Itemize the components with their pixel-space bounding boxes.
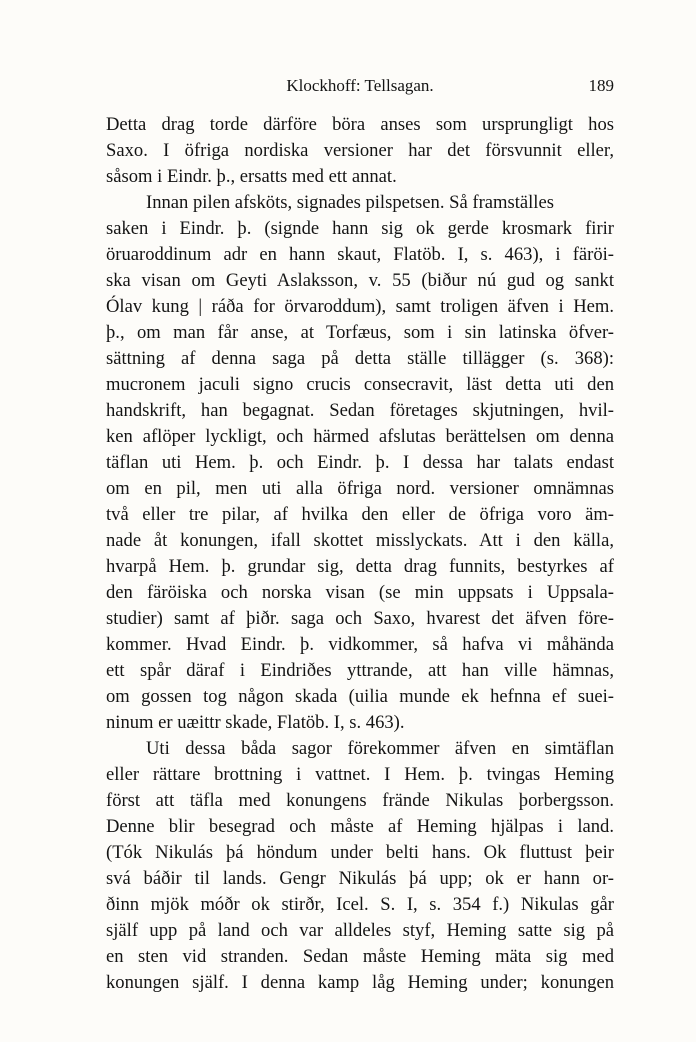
text-line: öruaroddinum adr en hann skaut, Flatöb. I, s. 463), i färöi-	[106, 244, 614, 265]
text-line: saken i Eindr. þ. (signde hann sig ok gerde krosmark firir	[106, 218, 614, 239]
text-line: Ólav kung | ráða for örvaroddum), samt troligen äfven i Hem.	[106, 296, 614, 317]
text-line: ska visan om Geyti Aslaksson, v. 55 (biður nú gud og sankt	[106, 270, 614, 291]
text-line: själf upp på land och var alldeles styf, Heming satte sig på	[106, 920, 614, 941]
text-line: eller rättare brottning i vattnet. I Hem. þ. tvingas Heming	[106, 764, 614, 785]
page-number: 189	[588, 76, 614, 95]
text-line: þ., om man får anse, at Torfæus, som i sin latinska öfver-	[106, 322, 614, 343]
text-line: om en pil, men uti alla öfriga nord. versioner omnämnas	[106, 478, 614, 499]
text-line: Denne blir besegrad och måste af Heming hjälpas i land.	[106, 816, 614, 837]
text-line: konungen själf. I denna kamp låg Heming under; konungen	[106, 972, 614, 993]
running-title: Klockhoff: Tellsagan.	[286, 76, 434, 95]
text-line: en sten vid stranden. Sedan måste Heming mäta sig med	[106, 946, 614, 967]
text-line: svá báðir til lands. Gengr Nikulás þá upp; ok er hann or-	[106, 868, 614, 889]
page-header	[106, 76, 614, 102]
text-line: ken aflöper lyckligt, och härmed afslutas berättelsen om denna	[106, 426, 614, 447]
text-line: (Tók Nikulás þá höndum under belti hans. Ok fluttust þeir	[106, 842, 614, 863]
text-line: ðinn mjök móðr ok stirðr, Icel. S. I, s. 354 f.) Nikulas går	[106, 894, 614, 915]
text-line: två eller tre pilar, af hvilka den eller de öfriga voro äm-	[106, 504, 614, 525]
text-line: sättning af denna saga på detta ställe tillägger (s. 368):	[106, 348, 614, 369]
text-line: först att täfla med konungens frände Nikulas þorbergsson.	[106, 790, 614, 811]
text-line: studier) samt af þiðr. saga och Saxo, hvarest det äfven före-	[106, 608, 614, 629]
text-line: ett spår däraf i Eindriðes yttrande, att han ville hämnas,	[106, 660, 614, 681]
text-line: såsom i Eindr. þ., ersatts med ett annat.	[106, 166, 397, 187]
text-line: om gossen tog någon skada (uilia munde ek hefnna ef suei-	[106, 686, 614, 707]
text-line: täflan uti Hem. þ. och Eindr. þ. I dessa har talats endast	[106, 452, 614, 473]
text-line: ninum er uæittr skade, Flatöb. I, s. 463).	[106, 712, 405, 733]
text-line: nade åt konungen, ifall skottet misslyckats. Att i den källa,	[106, 530, 614, 551]
text-line: den färöiska och norska visan (se min uppsats i Uppsala-	[106, 582, 614, 603]
body-text	[106, 112, 614, 996]
text-line: hvarpå Hem. þ. grundar sig, detta drag funnits, bestyrkes af	[106, 556, 614, 577]
text-line: Uti dessa båda sagor förekommer äfven en simtäflan	[146, 738, 614, 759]
text-line: Innan pilen afsköts, signades pilspetsen. Så framställes	[146, 192, 554, 213]
text-line: kommer. Hvad Eindr. þ. vidkommer, så hafva vi måhända	[106, 634, 614, 655]
text-line: Saxo. I öfriga nordiska versioner har det försvunnit eller,	[106, 140, 614, 161]
text-line: handskrift, han begagnat. Sedan företages skjutningen, hvil-	[106, 400, 614, 421]
text-line: mucronem jaculi signo crucis consecravit, läst detta uti den	[106, 374, 614, 395]
text-line: Detta drag torde därföre böra anses som ursprungligt hos	[106, 114, 614, 135]
